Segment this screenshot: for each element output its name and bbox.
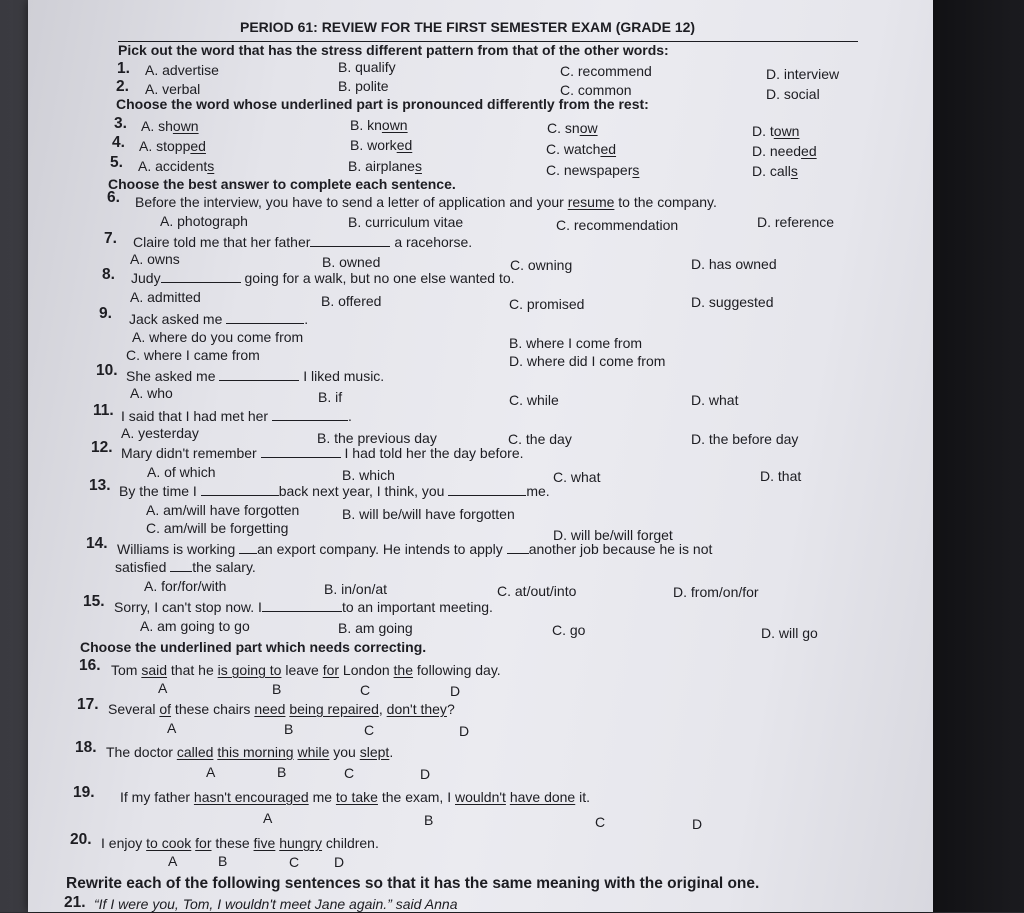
question-number: 12. (91, 439, 113, 456)
option-d: D. has owned (691, 256, 777, 272)
question-number: 6. (107, 189, 120, 206)
question-stem-continued: satisfied the salary. (115, 559, 256, 575)
question-stem: Before the interview, you have to send a letter of application and your resume to the company. (135, 194, 717, 210)
page-title: PERIOD 61: REVIEW FOR THE FIRST SEMESTER EXAM (GRADE 12) (240, 19, 696, 35)
question-number: 4. (112, 134, 125, 151)
option-a: A. am going to go (140, 618, 250, 634)
option-c: C. recommendation (556, 217, 679, 233)
question-stem: Sorry, I can't stop now. I to an important meeting. (114, 599, 493, 615)
question-stem: Several of these chairs need being repaired, don't they? (108, 701, 455, 717)
option-d: D. will go (761, 625, 818, 641)
option-d: D. from/on/for (673, 584, 759, 600)
question-stem: If my father hasn't encouraged me to take the exam, I wouldn't have done it. (120, 789, 591, 805)
option-b: B. worked (350, 137, 413, 153)
option-d: D. suggested (691, 294, 774, 310)
question-stem: Mary didn't remember I had told her the day before. (121, 445, 524, 461)
option-c: C. snow (547, 120, 598, 136)
question-number: 17. (77, 696, 99, 713)
option-d: D. the before day (691, 431, 799, 447)
question-number: 10. (96, 362, 118, 379)
option-d: D. interview (766, 66, 840, 82)
label-b: B (424, 812, 434, 828)
option-b: B. airplanes (348, 158, 422, 174)
option-c: C. owning (510, 257, 573, 273)
option-b: B. known (350, 117, 408, 133)
question-number: 11. (93, 402, 114, 419)
label-c: C (364, 722, 375, 738)
option-b: B. if (318, 389, 343, 405)
question-number: 21. (64, 894, 86, 911)
label-b: B (284, 721, 294, 737)
option-b: B. which (342, 467, 395, 483)
question-stem: She asked me I liked music. (126, 368, 385, 384)
option-a: A. photograph (160, 213, 248, 229)
question-number: 14. (86, 535, 108, 552)
option-c: C. the day (508, 431, 572, 447)
option-b: B. will be/will have forgotten (342, 506, 515, 522)
option-a: A. verbal (145, 81, 201, 97)
label-d: D (692, 816, 703, 832)
question-stem: Claire told me that her father a racehorse. (133, 234, 473, 250)
question-stem: Williams is working an export company. He intends to apply another job because he is not (117, 541, 713, 557)
option-a: A. owns (130, 251, 180, 267)
question-number: 19. (73, 784, 95, 801)
question-number: 2. (116, 78, 129, 95)
option-c: C. at/out/into (497, 583, 577, 599)
option-b: B. where I come from (509, 335, 643, 351)
question-number: 7. (104, 230, 117, 247)
question-stem: Jack asked me . (129, 311, 309, 327)
question-number: 1. (117, 60, 130, 77)
section-error-heading: Choose the underlined part which needs correcting. (80, 639, 427, 655)
label-d: D (450, 683, 461, 699)
label-d: D (420, 766, 431, 782)
question-stem: The doctor called this morning while you slept. (106, 744, 394, 760)
section-complete-heading: Choose the best answer to complete each sentence. (108, 176, 456, 192)
label-c: C (360, 682, 371, 698)
option-c: C. where I came from (126, 347, 260, 363)
section-rewrite-heading: Rewrite each of the following sentences so that it has the same meaning with the original one. (66, 875, 760, 892)
question-number: 9. (99, 305, 112, 322)
label-a: A (168, 853, 178, 869)
option-d: D. what (691, 392, 739, 408)
option-b: B. the previous day (317, 430, 437, 446)
option-c: C. newspapers (546, 162, 640, 178)
label-b: B (272, 681, 282, 697)
option-c: C. promised (509, 296, 585, 312)
option-c: C. common (560, 82, 632, 98)
question-stem: I enjoy to cook for these five hungry children. (101, 835, 379, 851)
option-b: B. am going (338, 620, 413, 636)
question-number: 18. (75, 739, 97, 756)
option-a: A. where do you come from (132, 329, 304, 345)
label-a: A (158, 680, 168, 696)
option-a: A. who (130, 385, 173, 401)
option-d: D. needed (752, 143, 817, 159)
section-pronunciation-heading: Choose the word whose underlined part is pronounced differently from the rest: (116, 96, 649, 112)
question-number: 15. (83, 593, 105, 610)
question-number: 3. (114, 115, 127, 132)
option-c: C. watched (546, 141, 617, 157)
question-number: 13. (89, 477, 111, 494)
question-stem: Judy going for a walk, but no one else wanted to. (131, 270, 515, 286)
label-c: C (289, 854, 300, 870)
photo-dark-edge (933, 0, 1024, 912)
option-a: A. stopped (139, 138, 206, 154)
option-a: A. shown (141, 118, 199, 134)
option-d: D. reference (757, 214, 835, 230)
option-c: C. am/will be forgetting (146, 520, 289, 536)
option-b: B. qualify (338, 59, 396, 75)
option-c: C. while (509, 392, 559, 408)
label-d: D (459, 723, 470, 739)
option-b: B. owned (322, 254, 381, 270)
option-a: A. of which (147, 464, 216, 480)
option-d: D. will be/will forget (553, 527, 673, 543)
question-stem: By the time I back next year, I think, you me. (119, 483, 550, 499)
label-b: B (218, 853, 228, 869)
question-number: 20. (70, 831, 92, 848)
option-b: B. curriculum vitae (348, 214, 464, 230)
option-b: B. polite (338, 78, 389, 94)
option-d: D. town (752, 123, 800, 139)
label-d: D (334, 854, 345, 870)
label-a: A (263, 810, 273, 826)
section-stress-heading: Pick out the word that has the stress different pattern from that of the other words: (118, 42, 669, 58)
label-c: C (595, 814, 606, 830)
option-b: B. offered (321, 293, 382, 309)
option-c: C. go (552, 622, 586, 638)
question-stem: “If I were you, Tom, I wouldn't meet Jane again.” said Anna (94, 896, 458, 912)
label-a: A (167, 720, 177, 736)
option-a: A. for/for/with (144, 578, 227, 594)
question-number: 5. (110, 154, 123, 171)
question-stem: Tom said that he is going to leave for London the following day. (111, 662, 501, 678)
option-a: A. accidents (138, 158, 215, 174)
option-a: A. yesterday (121, 425, 199, 441)
label-b: B (277, 764, 287, 780)
label-a: A (206, 764, 216, 780)
option-d: D. calls (752, 163, 798, 179)
question-stem: I said that I had met her . (121, 408, 352, 424)
option-d: D. social (766, 86, 820, 102)
option-a: A. admitted (130, 289, 201, 305)
option-c: C. what (553, 469, 601, 485)
option-d: D. where did I come from (509, 353, 666, 369)
option-a: A. advertise (145, 62, 219, 78)
option-d: D. that (760, 468, 802, 484)
option-c: C. recommend (560, 63, 652, 79)
question-number: 8. (102, 266, 115, 283)
option-b: B. in/on/at (324, 581, 388, 597)
option-a: A. am/will have forgotten (146, 502, 300, 518)
label-c: C (344, 765, 355, 781)
question-number: 16. (79, 657, 101, 674)
